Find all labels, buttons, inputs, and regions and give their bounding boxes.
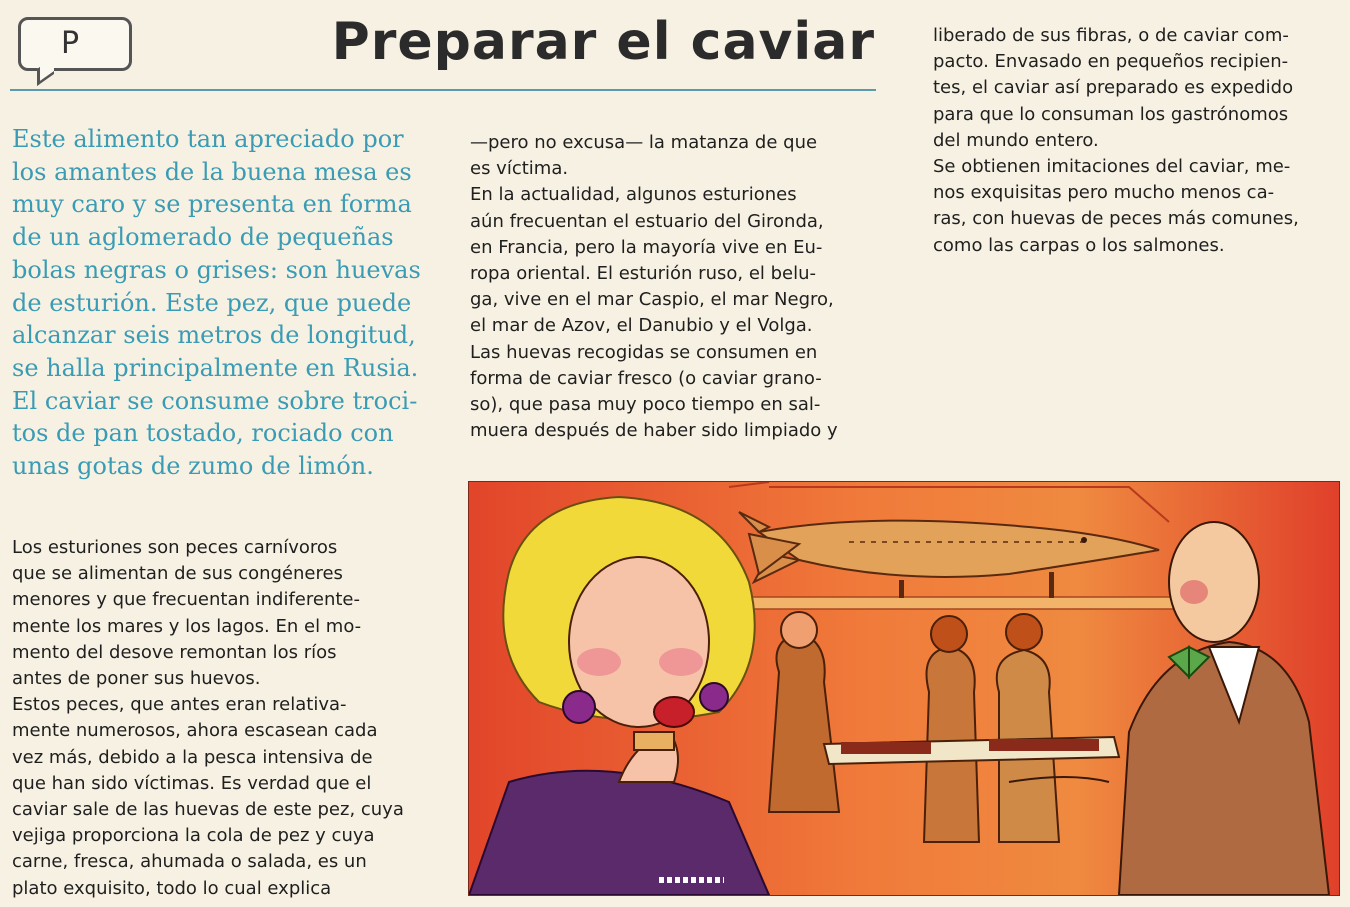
page-title: Preparar el caviar — [331, 12, 875, 72]
text-line: ras, con huevas de peces más comunes, — [933, 208, 1299, 230]
page-letter-badge — [18, 17, 132, 71]
text-line: del mundo entero. — [933, 129, 1099, 151]
text-line: En la actualidad, algunos esturiones — [470, 184, 797, 206]
lead-line: El caviar se consume sobre troci- — [12, 386, 418, 415]
text-line: vez más, debido a la pesca intensiva de — [12, 746, 373, 768]
text-line: en Francia, pero la mayoría vive en Eu- — [470, 236, 823, 258]
text-line: liberado de sus fibras, o de caviar com- — [933, 25, 1289, 46]
lead-line: tos de pan tostado, rociado con — [12, 419, 394, 448]
lead-line: bolas negras o grises: son huevas — [12, 255, 421, 284]
lead-line: muy caro y se presenta en forma — [12, 190, 412, 219]
body-column-1 — [12, 535, 422, 902]
text-line: Los esturiones son peces carnívoros — [12, 537, 338, 558]
lead-line: se halla principalmente en Rusia. — [12, 353, 419, 382]
caviar-tasting-illustration — [468, 481, 1340, 896]
text-line: antes de poner sus huevos. — [12, 668, 261, 690]
text-line: muera después de haber sido limpiado y — [470, 420, 838, 442]
text-line: mente los mares y los lagos. En el mo- — [12, 615, 362, 637]
text-line: el mar de Azov, el Danubio y el Volga. — [470, 315, 813, 337]
body-column-2 — [470, 130, 882, 444]
text-line: so), que pasa muy poco tiempo en sal- — [470, 394, 821, 416]
text-line: mento del desove remontan los ríos — [12, 641, 337, 663]
lead-line: de un aglomerado de pequeñas — [12, 223, 394, 252]
lead-line: unas gotas de zumo de limón. — [12, 452, 374, 481]
lead-line: alcanzar seis metros de longitud, — [12, 321, 416, 350]
lead-paragraph — [12, 123, 420, 483]
text-line: Se obtienen imitaciones del caviar, me- — [933, 156, 1291, 178]
text-line: es víctima. — [470, 158, 569, 180]
text-line: aún frecuentan el estuario del Gironda, — [470, 210, 824, 232]
text-line: vejiga proporciona la cola de pez y cuya — [12, 825, 375, 847]
illustration-scene — [469, 482, 1339, 895]
lead-line: Este alimento tan apreciado por — [12, 125, 404, 153]
text-line: nos exquisitas pero mucho menos ca- — [933, 182, 1275, 204]
text-line: carne, fresca, ahumada o salada, es un — [12, 851, 367, 873]
text-line: como las carpas o los salmones. — [933, 234, 1225, 256]
text-line: menores y que frecuentan indiferente- — [12, 589, 360, 611]
text-line: que han sido víctimas. Es verdad que el — [12, 772, 372, 794]
text-line: caviar sale de las huevas de este pez, cuya — [12, 799, 404, 821]
lead-line: de esturión. Este pez, que puede — [12, 288, 412, 317]
text-line: Estos peces, que antes eran relativa- — [12, 694, 347, 716]
text-line: —pero no excusa— la matanza de que — [470, 132, 818, 153]
lead-line: los amantes de la buena mesa es — [12, 157, 412, 186]
text-line: ga, vive en el mar Caspio, el mar Negro, — [470, 289, 834, 311]
text-line: plato exquisito, todo lo cual explica — [12, 877, 332, 899]
text-line: Las huevas recogidas se consumen en — [470, 341, 818, 363]
text-line: para que lo consuman los gastrónomos — [933, 103, 1289, 125]
text-line: mente numerosos, ahora escasean cada — [12, 720, 378, 742]
badge-letter: P — [61, 26, 80, 61]
text-line: pacto. Envasado en pequeños recipien- — [933, 51, 1289, 73]
text-line: ropa oriental. El esturión ruso, el belu- — [470, 263, 817, 285]
title-divider — [10, 89, 876, 91]
text-line: que se alimentan de sus congéneres — [12, 563, 343, 585]
body-column-3 — [933, 23, 1343, 259]
text-line: forma de caviar fresco (o caviar grano- — [470, 367, 822, 389]
text-line: tes, el caviar así preparado es expedido — [933, 77, 1294, 99]
